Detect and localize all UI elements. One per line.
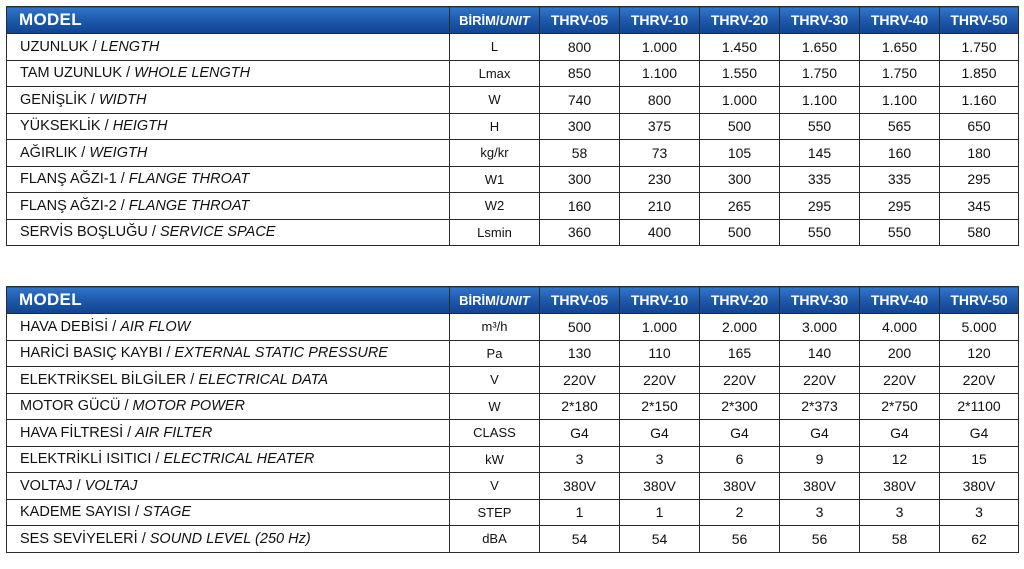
- value-cell: 380V: [780, 473, 860, 500]
- table-row: [7, 60, 1019, 87]
- unit-cell: kW: [450, 446, 540, 473]
- table-row: [7, 140, 1019, 167]
- value-cell: 550: [860, 219, 940, 246]
- model-column-header: THRV-20: [700, 287, 780, 314]
- property-name-cell: [7, 113, 450, 140]
- value-cell: 1.750: [780, 60, 860, 87]
- value-cell: 565: [860, 113, 940, 140]
- value-cell: 105: [700, 140, 780, 167]
- property-name-cell: [7, 526, 450, 553]
- property-name-tr: FLANŞ AĞZI-1 /: [20, 171, 129, 188]
- value-cell: 130: [540, 340, 620, 367]
- value-cell: 550: [780, 219, 860, 246]
- value-cell: 145: [780, 140, 860, 167]
- unit-cell: W1: [450, 166, 540, 193]
- value-cell: 73: [620, 140, 700, 167]
- value-cell: 2*150: [620, 393, 700, 420]
- table-row: [7, 367, 1019, 394]
- unit-cell: kg/kr: [450, 140, 540, 167]
- table-row: [7, 219, 1019, 246]
- value-cell: 345: [940, 193, 1019, 220]
- property-name-tr: KADEME SAYISI /: [20, 504, 144, 521]
- property-name-en: EXTERNAL STATIC PRESSURE: [174, 345, 388, 362]
- property-name-en: FLANGE THROAT: [128, 171, 250, 188]
- value-cell: 58: [860, 526, 940, 553]
- value-cell: 1.550: [700, 60, 780, 87]
- model-column-header: THRV-50: [940, 7, 1019, 34]
- value-cell: 265: [700, 193, 780, 220]
- unit-header: [450, 7, 540, 34]
- table-body: [7, 34, 1019, 246]
- value-cell: 220V: [700, 367, 780, 394]
- property-name-tr: VOLTAJ /: [20, 477, 85, 494]
- property-name-cell: [7, 446, 450, 473]
- value-cell: 295: [860, 193, 940, 220]
- unit-cell: Pa: [450, 340, 540, 367]
- unit-header-tr: BİRİM/: [459, 12, 500, 28]
- value-cell: 58: [540, 140, 620, 167]
- value-cell: 54: [620, 526, 700, 553]
- model-column-header: THRV-50: [940, 287, 1019, 314]
- model-column-header: THRV-40: [860, 287, 940, 314]
- value-cell: 3: [540, 446, 620, 473]
- value-cell: 300: [540, 166, 620, 193]
- value-cell: 2*300: [700, 393, 780, 420]
- property-name-en: LENGTH: [100, 38, 160, 55]
- property-name-tr: GENİŞLİK /: [20, 91, 99, 108]
- value-cell: 650: [940, 113, 1019, 140]
- property-name-en: ELECTRICAL DATA: [198, 371, 329, 388]
- property-name-en: SOUND LEVEL (250 Hz): [149, 530, 311, 547]
- model-column-header: THRV-30: [780, 287, 860, 314]
- model-column-header: THRV-05: [540, 287, 620, 314]
- property-name-en: MOTOR POWER: [132, 398, 246, 415]
- property-name-tr: MOTOR GÜCÜ /: [20, 398, 133, 415]
- value-cell: 2*1100: [940, 393, 1019, 420]
- property-name-cell: [7, 314, 450, 341]
- value-cell: 1: [620, 499, 700, 526]
- value-cell: 380V: [700, 473, 780, 500]
- table-body: [7, 314, 1019, 553]
- property-name-tr: HARİCİ BASIÇ KAYBI /: [20, 345, 175, 362]
- value-cell: G4: [540, 420, 620, 447]
- property-name-cell: [7, 140, 450, 167]
- unit-cell: Lmax: [450, 60, 540, 87]
- property-name-cell: [7, 34, 450, 61]
- table-row: [7, 473, 1019, 500]
- unit-cell: L: [450, 34, 540, 61]
- value-cell: 1.450: [700, 34, 780, 61]
- model-column-header: THRV-20: [700, 7, 780, 34]
- value-cell: 295: [780, 193, 860, 220]
- property-name-cell: [7, 473, 450, 500]
- value-cell: 180: [940, 140, 1019, 167]
- property-name-cell: [7, 340, 450, 367]
- model-column-header: THRV-10: [620, 287, 700, 314]
- value-cell: 210: [620, 193, 700, 220]
- property-name-cell: [7, 499, 450, 526]
- header-row: [7, 287, 1019, 314]
- property-name-cell: [7, 420, 450, 447]
- value-cell: 1.000: [620, 314, 700, 341]
- value-cell: 295: [940, 166, 1019, 193]
- table-row: [7, 166, 1019, 193]
- property-name-en: WHOLE LENGTH: [134, 65, 251, 82]
- unit-cell: W2: [450, 193, 540, 220]
- unit-cell: W: [450, 393, 540, 420]
- value-cell: 220V: [860, 367, 940, 394]
- property-name-cell: [7, 219, 450, 246]
- property-name-en: FLANGE THROAT: [128, 197, 250, 214]
- property-name-cell: [7, 60, 450, 87]
- table-header: [7, 7, 1019, 34]
- value-cell: 62: [940, 526, 1019, 553]
- property-name-tr: YÜKSEKLİK /: [20, 118, 113, 135]
- property-name-tr: SES SEVİYELERİ /: [20, 530, 150, 547]
- unit-header: [450, 287, 540, 314]
- property-name-en: ELECTRICAL HEATER: [163, 451, 315, 468]
- model-header: MODEL: [7, 287, 450, 314]
- property-name-en: SERVICE SPACE: [159, 224, 276, 241]
- unit-cell: W: [450, 87, 540, 114]
- dimensions-table: [6, 6, 1019, 246]
- value-cell: 1.100: [860, 87, 940, 114]
- property-name-tr: HAVA FİLTRESİ /: [20, 424, 136, 441]
- model-header: MODEL: [7, 7, 450, 34]
- property-name-en: WIDTH: [98, 91, 147, 108]
- value-cell: 1.160: [940, 87, 1019, 114]
- unit-cell: STEP: [450, 499, 540, 526]
- property-name-cell: [7, 393, 450, 420]
- value-cell: 375: [620, 113, 700, 140]
- value-cell: 2*180: [540, 393, 620, 420]
- table-row: [7, 340, 1019, 367]
- property-name-tr: SERVİS BOŞLUĞU /: [20, 224, 160, 241]
- property-name-tr: UZUNLUK /: [20, 38, 101, 55]
- unit-cell: V: [450, 473, 540, 500]
- value-cell: 6: [700, 446, 780, 473]
- model-column-header: THRV-30: [780, 7, 860, 34]
- value-cell: 3: [780, 499, 860, 526]
- value-cell: 1.100: [780, 87, 860, 114]
- value-cell: 580: [940, 219, 1019, 246]
- value-cell: 15: [940, 446, 1019, 473]
- value-cell: 380V: [540, 473, 620, 500]
- value-cell: 2*373: [780, 393, 860, 420]
- value-cell: 500: [540, 314, 620, 341]
- table-row: [7, 34, 1019, 61]
- value-cell: 56: [780, 526, 860, 553]
- value-cell: G4: [700, 420, 780, 447]
- value-cell: 300: [700, 166, 780, 193]
- property-name-tr: FLANŞ AĞZI-2 /: [20, 197, 129, 214]
- value-cell: G4: [940, 420, 1019, 447]
- value-cell: 1.650: [780, 34, 860, 61]
- value-cell: 335: [860, 166, 940, 193]
- value-cell: 56: [700, 526, 780, 553]
- value-cell: 220V: [540, 367, 620, 394]
- unit-cell: CLASS: [450, 420, 540, 447]
- property-name-cell: [7, 367, 450, 394]
- value-cell: 220V: [620, 367, 700, 394]
- property-name-en: AIR FILTER: [135, 424, 213, 441]
- unit-header-tr: BİRİM/: [459, 292, 500, 308]
- value-cell: 2: [700, 499, 780, 526]
- property-name-en: WEIGTH: [89, 144, 148, 161]
- table-row: [7, 420, 1019, 447]
- value-cell: 200: [860, 340, 940, 367]
- property-name-cell: [7, 87, 450, 114]
- property-name-tr: HAVA DEBİSİ /: [20, 318, 121, 335]
- unit-header-en: UNIT: [499, 292, 530, 308]
- value-cell: 1.000: [700, 87, 780, 114]
- value-cell: 380V: [940, 473, 1019, 500]
- value-cell: 1.650: [860, 34, 940, 61]
- value-cell: 5.000: [940, 314, 1019, 341]
- value-cell: 1.100: [620, 60, 700, 87]
- unit-cell: Lsmin: [450, 219, 540, 246]
- value-cell: 800: [620, 87, 700, 114]
- property-name-cell: [7, 166, 450, 193]
- table-row: [7, 499, 1019, 526]
- value-cell: 2*750: [860, 393, 940, 420]
- property-name-cell: [7, 193, 450, 220]
- table-row: [7, 446, 1019, 473]
- value-cell: 3: [860, 499, 940, 526]
- value-cell: 1.750: [940, 34, 1019, 61]
- value-cell: 1: [540, 499, 620, 526]
- table-row: [7, 113, 1019, 140]
- property-name-en: AIR FLOW: [120, 318, 191, 335]
- value-cell: 220V: [940, 367, 1019, 394]
- property-name-en: VOLTAJ: [84, 477, 138, 494]
- value-cell: G4: [860, 420, 940, 447]
- unit-header-en: UNIT: [499, 12, 530, 28]
- value-cell: 300: [540, 113, 620, 140]
- unit-cell: V: [450, 367, 540, 394]
- value-cell: 110: [620, 340, 700, 367]
- value-cell: 500: [700, 219, 780, 246]
- value-cell: 850: [540, 60, 620, 87]
- table-row: [7, 193, 1019, 220]
- value-cell: 335: [780, 166, 860, 193]
- value-cell: 740: [540, 87, 620, 114]
- model-column-header: THRV-10: [620, 7, 700, 34]
- property-name-tr: TAM UZUNLUK /: [20, 65, 135, 82]
- table-row: [7, 314, 1019, 341]
- value-cell: 1.000: [620, 34, 700, 61]
- table-row: [7, 393, 1019, 420]
- value-cell: 800: [540, 34, 620, 61]
- value-cell: 360: [540, 219, 620, 246]
- value-cell: 220V: [780, 367, 860, 394]
- value-cell: 160: [540, 193, 620, 220]
- property-name-tr: AĞIRLIK /: [20, 144, 90, 161]
- table-row: [7, 87, 1019, 114]
- value-cell: 2.000: [700, 314, 780, 341]
- property-name-en: STAGE: [143, 504, 192, 521]
- value-cell: G4: [620, 420, 700, 447]
- value-cell: G4: [780, 420, 860, 447]
- model-column-header: THRV-40: [860, 7, 940, 34]
- value-cell: 1.750: [860, 60, 940, 87]
- value-cell: 165: [700, 340, 780, 367]
- value-cell: 9: [780, 446, 860, 473]
- value-cell: 380V: [860, 473, 940, 500]
- value-cell: 380V: [620, 473, 700, 500]
- value-cell: 3: [620, 446, 700, 473]
- value-cell: 3.000: [780, 314, 860, 341]
- unit-cell: dBA: [450, 526, 540, 553]
- value-cell: 160: [860, 140, 940, 167]
- value-cell: 12: [860, 446, 940, 473]
- value-cell: 4.000: [860, 314, 940, 341]
- performance-table: [6, 286, 1019, 553]
- value-cell: 140: [780, 340, 860, 367]
- property-name-tr: ELEKTRİKSEL BİLGİLER /: [20, 371, 199, 388]
- value-cell: 400: [620, 219, 700, 246]
- model-column-header: THRV-05: [540, 7, 620, 34]
- value-cell: 120: [940, 340, 1019, 367]
- property-name-tr: ELEKTRİKLİ ISITICI /: [20, 451, 164, 468]
- value-cell: 230: [620, 166, 700, 193]
- value-cell: 54: [540, 526, 620, 553]
- header-row: [7, 7, 1019, 34]
- value-cell: 1.850: [940, 60, 1019, 87]
- value-cell: 3: [940, 499, 1019, 526]
- property-name-en: HEIGTH: [112, 118, 168, 135]
- unit-cell: H: [450, 113, 540, 140]
- table-row: [7, 526, 1019, 553]
- value-cell: 500: [700, 113, 780, 140]
- value-cell: 550: [780, 113, 860, 140]
- table-header: [7, 287, 1019, 314]
- unit-cell: m³/h: [450, 314, 540, 341]
